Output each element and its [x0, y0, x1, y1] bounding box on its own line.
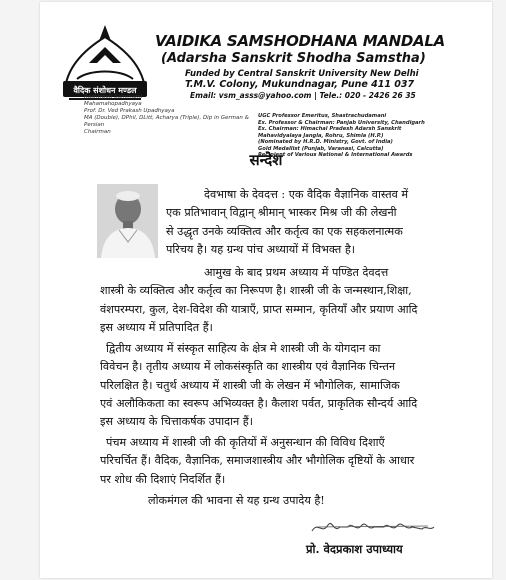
credential-line: Mahamahopadhyaya [84, 101, 142, 107]
org-header [155, 32, 475, 100]
text-line: एक प्रतिभावान् विद्वान् श्रीमान् भास्कर मिश्र जी की लेखनी [166, 206, 397, 220]
signatory-name: प्रो. वेदप्रकाश उपाध्याय [306, 542, 403, 556]
text-line: एवं अलौकिकता का स्वरूप अभिव्यक्त है। कैलाश पर्वत, प्राकृतिक सौन्दर्य आदि [100, 396, 418, 410]
text-line: से उद्धृत उनके व्यक्तित्व और कर्तृत्व का एक सहकलनात्मक [166, 224, 403, 238]
credential-line: MA (Double), DPhil, DLitt, Acharya (Triple), Dip in German & Persian [84, 115, 249, 128]
text-line: द्वितीय अध्याय में संस्कृत साहित्य के क्षेत्र मे शास्त्री जी के योगदान का [106, 342, 381, 355]
text-line: लोकमंगल की भावना से यह ग्रन्थ उपादेय है! [148, 494, 325, 507]
text-line: पंचम अध्याय में शास्त्री जी की कृतियों में अनुसन्धान की विविध दिशाएँ [106, 436, 385, 449]
org-address: T.M.V. Colony, Mukundnagar, Pune 411 037 [185, 79, 415, 90]
text-line: देवभाषा के देवदत्त : एक वैदिक वैज्ञानिक वास्तव में [204, 188, 409, 201]
text-line: परिलक्षित है। चतुर्थ अध्याय में शास्त्री जी के लेखन में भौगोलिक, सामाजिक [100, 378, 400, 392]
credential-line: Recipient of Various National & International Awards [258, 152, 413, 158]
org-contact: Email: vsm_asss@yahoo.com | Tele.: 020 - 2426 26 35 [190, 91, 416, 100]
text-line: पर शोध की दिशाएं निदर्शित हैं। [100, 472, 226, 486]
text-line: परिचर्चित हैं। वैदिक, वैज्ञानिक, समाजशास्त्रीय और भौगोलिक दृष्टियों के आधार [100, 454, 415, 468]
author-photo [97, 184, 158, 258]
text-line: परिचय है। यह ग्रन्थ पांच अध्यायों में विभक्त है। [166, 242, 356, 256]
credential-line: UGC Professor Emeritus, Shastrachudamani [258, 113, 387, 119]
credential-line: (Nominated by H.R.D. Ministry, Govt. of India) [258, 139, 393, 145]
text-line: आमुख के बाद प्रथम अध्याय में पण्डित देवदत्त [204, 266, 389, 279]
signature-icon [308, 517, 438, 539]
text-line: इस अध्याय के चित्ताकर्षक उपादान हैं। [100, 415, 253, 429]
credential-line: Mahavidyalaya Jangla, Rohru, Shimla (H.P.) [258, 132, 384, 139]
credential-line: Rashtrpati Sammanit [84, 94, 143, 100]
text-line: विवेचन है। तृतीय अध्याय में लोकसंस्कृति का शास्त्रीय एवं वैज्ञानिक चिन्तन [100, 360, 396, 374]
logo-lettering: वैदिक संशोधन मण्डल [73, 86, 137, 95]
paragraph-chapters-two-four [100, 340, 466, 431]
credential-line: Ex. Professor & Chairman: Panjab University, Chandigarh [258, 119, 425, 126]
paragraph-intro [166, 186, 466, 259]
credential-line: Prof. Dr. Ved Prakash Upadhyaya [84, 108, 175, 114]
org-name: VAIDIKA SAMSHODHANA MANDALA [155, 32, 445, 50]
letterhead-page [40, 2, 492, 578]
org-funded-by: Funded by Central Sanskrit University New Delhi [185, 69, 419, 79]
credential-line: Gold Medallist (Punjab, Varanasi, Calcutta) [258, 145, 384, 152]
paragraph-chapter-five [100, 434, 466, 489]
credential-line: Ex. Chairman: Himachal Pradesh Adarsh Sanskrit [258, 126, 402, 132]
letter-heading: सन्देश [249, 151, 283, 169]
portrait-icon [97, 184, 158, 258]
text-line: इस अध्याय में प्रतिपादित हैं। [100, 320, 213, 334]
text-line: शास्त्री के व्यक्तित्व और कर्तृत्व का निरूपण है। शास्त्री जी के जन्मस्थान,शिक्षा, [100, 284, 412, 298]
chairman-credentials [84, 94, 264, 136]
org-subtitle: (Adarsha Sanskrit Shodha Samstha) [161, 51, 426, 66]
credential-line: Chairman [84, 129, 111, 135]
closing-line [148, 492, 468, 510]
text-line: वंशपरम्परा, कुल, देश-विदेश की यात्राएँ, प्राप्त सम्मान, कृतियाँ और प्रयाण आदि [100, 302, 418, 316]
paragraph-chapter-one [100, 264, 466, 337]
